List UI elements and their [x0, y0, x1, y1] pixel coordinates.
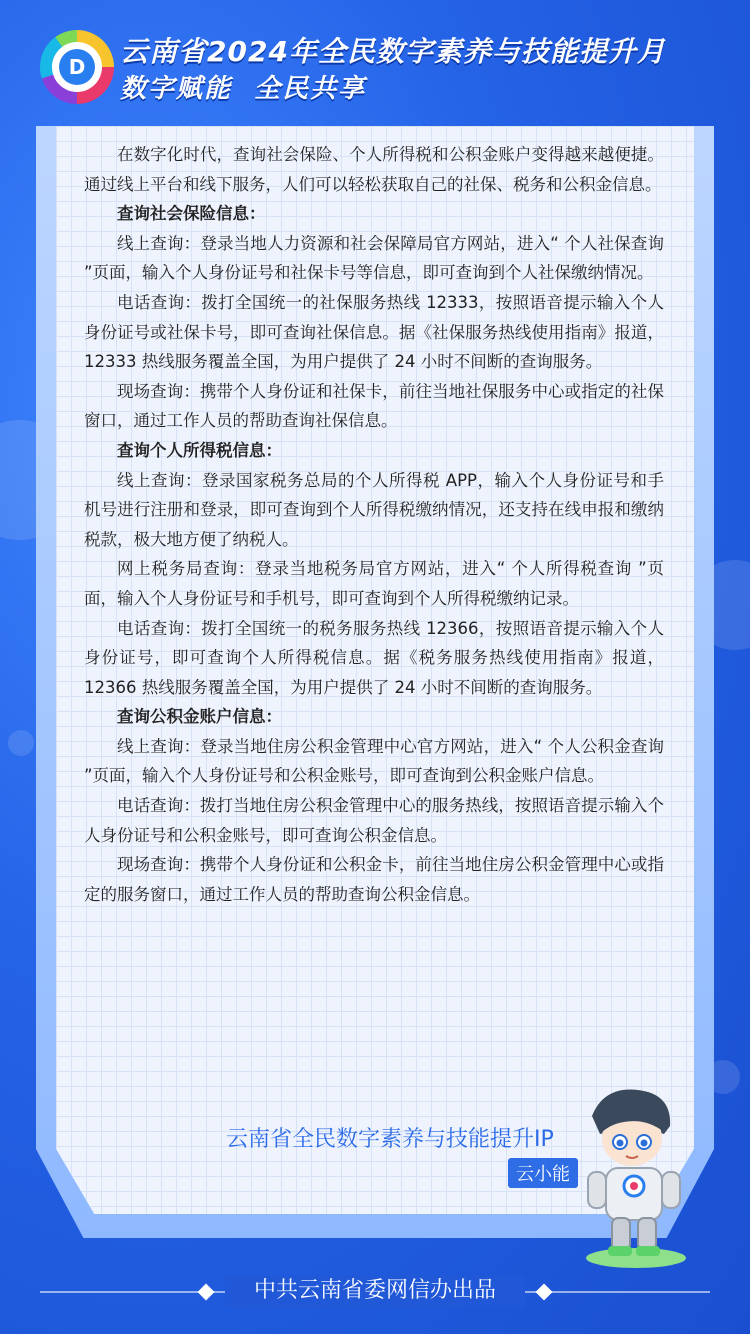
article-paragraph: 现场查询：携带个人身份证和社保卡，前往当地社保服务中心或指定的社保窗口，通过工作人员的帮助查询社保信息。	[84, 381, 664, 431]
article-paragraph: 网上税务局查询：登录当地税务局官方网站，进入“ 个人所得税查询 ”页面，输入个人身份证号和手机号，即可查询到个人所得税缴纳记录。	[84, 559, 664, 608]
article-paragraph: 电话查询：拨打全国统一的社保服务热线 12333，按照语音提示输入个人身份证号或社保卡号，即可查询社保信息。据《社保服务热线使用指南》报道，12333 热线服务覆盖全国，为用户提供了 24 小时不间断的查询服务。	[84, 292, 664, 372]
event-logo	[40, 30, 114, 104]
footer-credit: 中共云南省委网信办出品	[225, 1275, 525, 1307]
ip-caption: 云南省全民数字素养与技能提升IP	[226, 1127, 554, 1152]
decor-bubble	[8, 730, 34, 756]
section-heading: 查询个人所得税信息：	[117, 440, 282, 460]
article-paragraph: 线上查询：登录当地住房公积金管理中心官方网站，进入“ 个人公积金查询 ”页面，输入个人身份证号和公积金账号，即可查询到公积金账户信息。	[84, 736, 664, 786]
section-heading: 查询公积金账户信息：	[117, 707, 282, 727]
article-paragraph: 电话查询：拨打全国统一的税务服务热线 12366，按照语音提示输入个人身份证号，即可查询个人所得税信息。据《税务服务热线使用指南》报道，12366 热线服务覆盖全国，为用户提供了 24 小时不间断的查询服务。	[84, 618, 664, 697]
article-body	[84, 140, 664, 909]
article-paragraph: 电话查询：拨打当地住房公积金管理中心的服务热线，按照语音提示输入个人身份证号和公积金账号，即可查询公积金信息。	[84, 796, 664, 845]
logo-letter: D	[68, 55, 86, 79]
page-subtitle: 数字赋能 全民共享	[120, 74, 367, 104]
article-paragraph: 现场查询：携带个人身份证和公积金卡，前往当地住房公积金管理中心或指定的服务窗口，通过工作人员的帮助查询公积金信息。	[84, 855, 664, 904]
page-title: 云南省2024年全民数字素养与技能提升月	[120, 35, 666, 68]
section-heading: 查询社会保险信息：	[117, 204, 266, 224]
ip-name-badge: 云小能	[508, 1158, 578, 1188]
article-paragraph: 在数字化时代，查询社会保险、个人所得税和公积金账户变得越来越便捷。通过线上平台和线下服务，人们可以轻松获取自己的社保、税务和公积金信息。	[84, 145, 664, 194]
mascot-illustration	[574, 1086, 694, 1272]
article-paragraph: 线上查询：登录国家税务总局的个人所得税 APP，输入个人身份证号和手机号进行注册和登录，即可查询到个人所得税缴纳情况，还支持在线申报和缴纳税款，极大地方便了纳税人。	[84, 470, 664, 549]
article-paragraph: 线上查询：登录当地人力资源和社会保障局官方网站，进入“ 个人社保查询 ”页面，输入个人身份证号和社保卡号等信息，即可查询到个人社保缴纳情况。	[84, 233, 664, 283]
